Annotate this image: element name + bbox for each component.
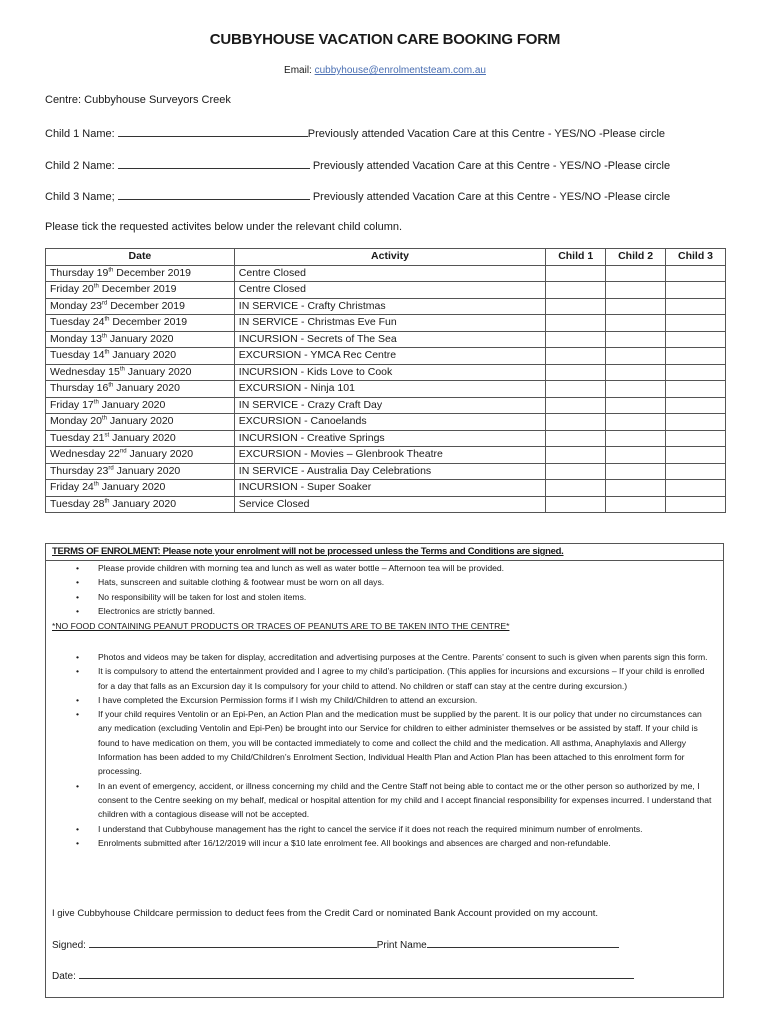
child1-previous-attendance: Previously attended Vacation Care at this Centre - YES/NO -Please circle: [307, 128, 666, 140]
terms-list-item: [46, 561, 512, 575]
child2-tick-cell[interactable]: [606, 298, 666, 315]
date-month-year: January 2020: [98, 481, 166, 493]
table-row: [46, 364, 726, 381]
table-row: [46, 496, 726, 513]
terms-list-item: [46, 664, 723, 693]
child3-tick-cell[interactable]: [666, 282, 726, 299]
terms-heading: TERMS OF ENROLMENT: Please note your enrolment will not be processed unless the Terms and Conditions are signed.: [52, 546, 564, 557]
child2-tick-cell[interactable]: [606, 331, 666, 348]
child1-tick-cell[interactable]: [546, 414, 606, 431]
child3-name-field[interactable]: [118, 189, 310, 200]
child2-tick-cell[interactable]: [606, 282, 666, 299]
terms-list-item: [46, 779, 723, 822]
child3-line: [45, 189, 670, 203]
child3-tick-cell[interactable]: [666, 381, 726, 398]
child2-tick-cell[interactable]: [606, 348, 666, 365]
signature-field[interactable]: [89, 937, 377, 948]
terms-item-text: Please provide children with morning tea and lunch as well as water bottle – Afternoon tea will be provided.: [98, 563, 505, 573]
email-link[interactable]: cubbyhouse@enrolmentsteam.com.au: [314, 65, 486, 76]
bullet-icon: •: [76, 694, 80, 705]
signed-label: Signed:: [52, 940, 89, 951]
date-ordinal: th: [104, 498, 110, 504]
child1-tick-cell[interactable]: [546, 463, 606, 480]
terms-item-text: Enrolments submitted after 16/12/2019 will incur a $10 late enrolment fee. All bookings and absences are charged and non-refundable.: [98, 837, 611, 848]
terms-item-text: Hats, sunscreen and suitable clothing & footwear must be worn on all days.: [98, 577, 385, 588]
terms-list-b: [46, 650, 723, 850]
date-month-year: January 2020: [113, 382, 180, 394]
row-date: [46, 463, 235, 480]
row-activity: EXCURSION - Ninja 101: [234, 381, 545, 398]
row-activity: IN SERVICE - Crazy Craft Day: [234, 397, 545, 414]
terms-item-text: It is compulsory to attend the entertainment provided and I agree to my child’s participation. (This applies for incursions and excursions – If your child is enrolled for a day that falls as an Excursion day it Is compulsory for your child to attend. No children or staff can stay at the centre during excursion.): [98, 666, 705, 691]
bullet-icon: •: [76, 605, 80, 616]
bullet-icon: •: [76, 837, 80, 848]
date-month-year: December 2019: [107, 299, 185, 312]
date-ordinal: st: [104, 432, 110, 438]
child2-tick-cell[interactable]: [606, 265, 666, 282]
bullet-icon: •: [76, 577, 80, 588]
child2-tick-cell[interactable]: [606, 463, 666, 480]
row-date: [46, 265, 235, 282]
date-month-year: January 2020: [106, 332, 174, 345]
date-day: Tuesday 24: [50, 316, 105, 328]
table-row: [46, 447, 726, 464]
header-child3: Child 3: [666, 249, 726, 266]
date-month-year: January 2020: [126, 448, 194, 460]
child1-label: Child 1 Name:: [45, 128, 118, 140]
child2-name-field[interactable]: [118, 158, 310, 169]
date-day: Tuesday 21: [50, 431, 105, 444]
child1-tick-cell[interactable]: [546, 265, 606, 282]
date-day: Monday 23: [50, 299, 102, 312]
date-ordinal: th: [108, 267, 114, 273]
row-activity: Centre Closed: [234, 265, 545, 282]
child1-tick-cell[interactable]: [546, 397, 606, 414]
row-date: [46, 496, 235, 513]
table-row: [46, 348, 726, 365]
row-date: [46, 298, 235, 315]
print-name-label: Print Name: [376, 940, 427, 951]
date-ordinal: th: [101, 333, 107, 339]
date-ordinal: nd: [119, 448, 127, 455]
child2-tick-cell[interactable]: [606, 480, 666, 497]
table-row: [46, 414, 726, 431]
child2-tick-cell[interactable]: [606, 430, 666, 447]
date-line: [52, 968, 634, 982]
date-month-year: December 2019: [98, 283, 177, 295]
terms-item-text: In an event of emergency, accident, or illness concerning my child and the Centre Staff not being able to contact me or the other person so authorized by me, I consent to the Centre seeking on my behalf, medical or hospital attention for my child and I accept financial responsibility for expenses incurred. I understand that children with a contagious disease will not be accepted.: [98, 780, 712, 820]
child3-label: Child 3 Name;: [45, 191, 118, 203]
child3-tick-cell[interactable]: [666, 430, 726, 447]
terms-item-text: Electronics are strictly banned.: [98, 605, 216, 616]
table-row: [46, 381, 726, 398]
date-month-year: January 2020: [109, 349, 177, 361]
row-activity: EXCURSION - Movies – Glenbrook Theatre: [234, 447, 545, 464]
table-row: [46, 331, 726, 348]
date-day: Thursday 19: [50, 266, 109, 279]
print-name-field[interactable]: [427, 937, 619, 948]
row-activity: IN SERVICE - Christmas Eve Fun: [234, 315, 545, 332]
date-ordinal: rd: [108, 465, 114, 471]
header-child1: Child 1: [546, 249, 606, 266]
child1-tick-cell[interactable]: [546, 480, 606, 497]
tick-instruction: Please tick the requested activites below under the relevant child column.: [45, 221, 403, 233]
date-day: Tuesday 14: [50, 349, 105, 361]
child1-tick-cell[interactable]: [546, 348, 606, 365]
child1-tick-cell[interactable]: [546, 447, 606, 464]
child3-tick-cell[interactable]: [666, 298, 726, 315]
row-date: [46, 331, 235, 348]
date-ordinal: th: [93, 481, 99, 488]
row-activity: INCURSION - Super Soaker: [234, 480, 545, 497]
row-activity: Service Closed: [234, 496, 545, 513]
header-child2: Child 2: [606, 249, 666, 266]
child1-tick-cell[interactable]: [546, 315, 606, 332]
bullet-icon: •: [76, 652, 80, 662]
terms-item-text: Photos and videos may be taken for display, accreditation and advertising purposes at the Centre. Parents’ consent to such is given when parents sign this form.: [98, 652, 708, 662]
date-ordinal: th: [104, 316, 110, 323]
child1-line: [45, 126, 665, 140]
row-date: [46, 414, 235, 431]
child3-previous-attendance: Previously attended Vacation Care at this Centre - YES/NO -Please circle: [312, 191, 671, 203]
row-activity: INCURSION - Kids Love to Cook: [234, 364, 545, 381]
row-date: [46, 282, 235, 299]
row-activity: IN SERVICE - Crafty Christmas: [234, 298, 545, 315]
child3-tick-cell[interactable]: [666, 397, 726, 414]
date-ordinal: th: [93, 399, 99, 405]
child3-tick-cell[interactable]: [666, 414, 726, 431]
child2-tick-cell[interactable]: [606, 447, 666, 464]
date-ordinal: th: [108, 382, 114, 389]
date-day: Friday 24: [50, 481, 94, 493]
child3-tick-cell[interactable]: [666, 463, 726, 480]
fee-permission: I give Cubbyhouse Childcare permission to deduct fees from the Credit Card or nominated Bank Account provided on my account.: [52, 908, 599, 919]
child3-tick-cell[interactable]: [666, 480, 726, 497]
bullet-icon: •: [76, 563, 80, 573]
table-row: [46, 397, 726, 414]
header-date: Date: [46, 249, 235, 266]
date-day: Monday 20: [50, 415, 102, 427]
date-day: Tuesday 28: [50, 497, 105, 510]
row-activity: IN SERVICE - Australia Day Celebrations: [234, 463, 545, 480]
date-month-year: January 2020: [113, 464, 181, 477]
child2-tick-cell[interactable]: [606, 315, 666, 332]
date-label: Date:: [52, 971, 79, 982]
terms-box: [45, 543, 724, 998]
child2-tick-cell[interactable]: [606, 364, 666, 381]
terms-list-item: [46, 604, 512, 618]
date-month-year: January 2020: [98, 398, 166, 411]
child1-tick-cell[interactable]: [546, 496, 606, 513]
row-activity: EXCURSION - YMCA Rec Centre: [234, 348, 545, 365]
terms-item-text: If your child requires Ventolin or an Epi-Pen, an Action Plan and the medication must be supplied by the parent. It is our policy that under no circumstances can any medication (excluding Ventolin and Epi-Pen) be brought into our Service for children to either administer themselves or be assisted by staff. If your child is found to have medication on them, you will be contacted immediately to come and collect the child and the medication. All asthma, Anaphylaxis and Allergy Information has been added to my Child/Children’s Enrolment Section, Individual Health Plan and Action Plan has been attached to this enrolment form for processing.: [98, 709, 702, 777]
child3-tick-cell[interactable]: [666, 447, 726, 464]
date-month-year: December 2019: [113, 266, 192, 279]
child2-label: Child 2 Name:: [45, 160, 118, 172]
row-date: [46, 447, 235, 464]
date-ordinal: th: [93, 283, 99, 290]
table-row: [46, 430, 726, 447]
row-date: [46, 315, 235, 332]
date-day: Wednesday 15: [50, 365, 120, 378]
bullet-icon: •: [76, 823, 80, 834]
date-month-year: January 2020: [109, 431, 176, 444]
child3-tick-cell[interactable]: [666, 348, 726, 365]
table-row: [46, 282, 726, 299]
child3-tick-cell[interactable]: [666, 364, 726, 381]
email-label: Email:: [284, 65, 315, 76]
date-month-year: January 2020: [106, 415, 174, 427]
bullet-icon: •: [76, 591, 80, 602]
child2-tick-cell[interactable]: [606, 381, 666, 398]
child1-name-field[interactable]: [118, 126, 308, 137]
date-day: Friday 17: [50, 398, 94, 411]
date-ordinal: th: [104, 349, 110, 356]
email-line: [0, 65, 770, 76]
table-row: [46, 480, 726, 497]
child3-tick-cell[interactable]: [666, 331, 726, 348]
date-day: Thursday 23: [50, 464, 109, 477]
child3-tick-cell[interactable]: [666, 315, 726, 332]
row-date: [46, 348, 235, 365]
child2-line: [45, 158, 670, 172]
child1-tick-cell[interactable]: [546, 298, 606, 315]
child1-tick-cell[interactable]: [546, 364, 606, 381]
activity-table: [45, 248, 726, 513]
date-field[interactable]: [79, 968, 634, 979]
signature-line: [52, 937, 619, 951]
child2-tick-cell[interactable]: [606, 414, 666, 431]
date-day: Monday 13: [50, 332, 102, 345]
date-day: Friday 20: [50, 283, 94, 295]
date-day: Wednesday 22: [50, 448, 120, 460]
date-month-year: January 2020: [124, 365, 192, 378]
terms-list-a: [46, 561, 512, 618]
bullet-icon: •: [76, 780, 80, 791]
terms-list-item: [46, 693, 723, 707]
terms-list-item: [46, 822, 723, 836]
activity-table-body: [46, 265, 726, 513]
table-row: [46, 265, 726, 282]
child2-tick-cell[interactable]: [606, 496, 666, 513]
table-header-row: [46, 249, 726, 266]
date-day: Thursday 16: [50, 382, 109, 394]
terms-item-text: I have completed the Excursion Permission forms if I wish my Child/Children to attend an excursion.: [98, 694, 478, 705]
child3-tick-cell[interactable]: [666, 265, 726, 282]
row-date: [46, 381, 235, 398]
terms-item-text: I understand that Cubbyhouse management has the right to cancel the service if it does not reach the required minimum number of enrolments.: [98, 823, 643, 834]
bullet-icon: •: [76, 666, 80, 677]
date-month-year: January 2020: [109, 497, 177, 510]
terms-list-item: [46, 836, 723, 850]
row-date: [46, 430, 235, 447]
centre-line: Centre: Cubbyhouse Surveyors Creek: [45, 94, 231, 106]
row-activity: EXCURSION - Canoelands: [234, 414, 545, 431]
child1-tick-cell[interactable]: [546, 381, 606, 398]
row-activity: Centre Closed: [234, 282, 545, 299]
terms-item-text: No responsibility will be taken for lost and stolen items.: [98, 591, 307, 602]
row-date: [46, 480, 235, 497]
terms-list-item: [46, 575, 512, 589]
table-row: [46, 298, 726, 315]
child1-tick-cell[interactable]: [546, 430, 606, 447]
child2-tick-cell[interactable]: [606, 397, 666, 414]
table-row: [46, 315, 726, 332]
row-activity: INCURSION - Creative Springs: [234, 430, 545, 447]
terms-list-item: [46, 650, 723, 664]
form-title: CUBBYHOUSE VACATION CARE BOOKING FORM: [209, 31, 561, 48]
child2-previous-attendance: Previously attended Vacation Care at this Centre - YES/NO -Please circle: [312, 160, 671, 172]
child1-tick-cell[interactable]: [546, 282, 606, 299]
table-row: [46, 463, 726, 480]
date-ordinal: rd: [101, 300, 108, 306]
child3-tick-cell[interactable]: [666, 496, 726, 513]
peanut-warning: *NO FOOD CONTAINING PEANUT PRODUCTS OR TRACES OF PEANUTS ARE TO BE TAKEN INTO THE CENTRE*: [52, 621, 510, 631]
row-date: [46, 364, 235, 381]
child1-tick-cell[interactable]: [546, 331, 606, 348]
date-month-year: December 2019: [109, 316, 188, 328]
date-ordinal: th: [101, 415, 107, 422]
row-activity: INCURSION - Secrets of The Sea: [234, 331, 545, 348]
row-date: [46, 397, 235, 414]
terms-list-item: [46, 707, 723, 778]
bullet-icon: •: [76, 709, 80, 720]
date-ordinal: th: [119, 366, 125, 372]
terms-list-item: [46, 590, 512, 604]
header-activity: Activity: [234, 249, 545, 266]
